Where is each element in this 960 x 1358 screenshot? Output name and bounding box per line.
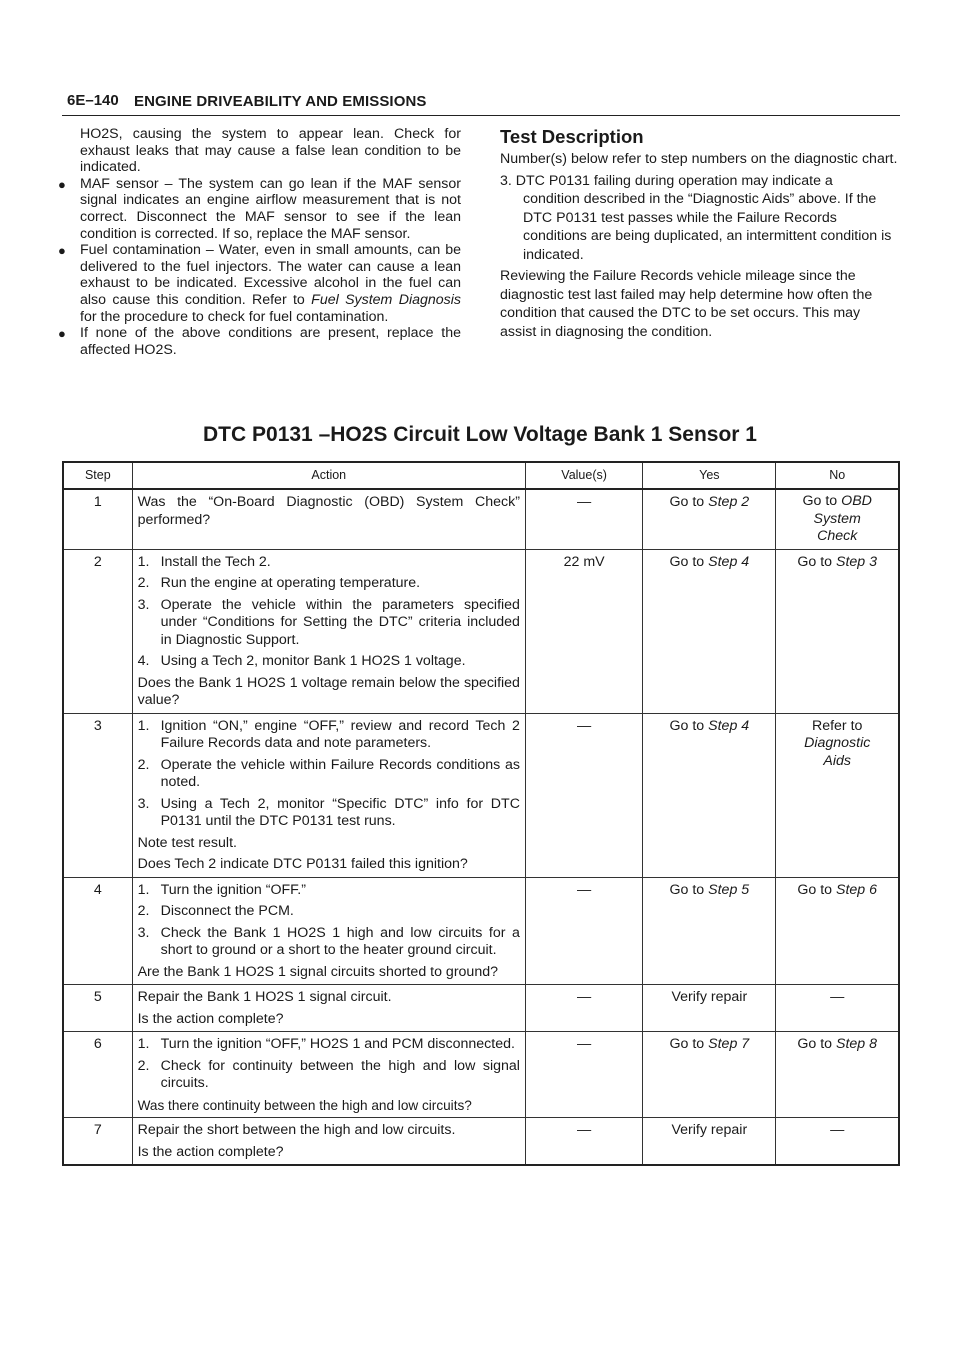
list-item: 1. Ignition “ON,” engine “OFF,” review and record Tech 2 Failure Records data and note parameters. (137, 717, 520, 751)
go-to-label: Go to (669, 881, 705, 898)
step3-note-rest: condition described in the “Diagnostic Aids” above. If the DTC P0131 test passes while the Failure Records conditions are being duplicated, an intermittent condition is indicated. (523, 191, 892, 263)
step-link[interactable]: Step 2 (708, 494, 750, 510)
no-cell (776, 1032, 899, 1118)
bullet-maf (58, 175, 461, 242)
go-to-label: Go to (669, 717, 705, 734)
table-row (63, 985, 899, 1032)
no-cell (776, 489, 899, 549)
table-row (63, 713, 899, 877)
table-row (63, 1118, 899, 1166)
list-item: 4. Using a Tech 2, monitor Bank 1 HO2S 1 voltage. (137, 653, 466, 669)
bullet-replace (58, 325, 461, 358)
header-action: Action (132, 462, 525, 489)
no-cell (776, 713, 899, 877)
bullet-icon: ● (58, 326, 66, 342)
table-header-row (63, 462, 899, 489)
step-link[interactable]: Step 8 (836, 1036, 878, 1052)
action-cell (132, 1032, 525, 1118)
yes-cell (643, 489, 776, 549)
list-item: 3. Check the Bank 1 HO2S 1 high and low circuits for a short to ground or a short to the heater ground circuit. (137, 924, 520, 958)
obd-check-link[interactable]: Check (817, 528, 858, 544)
step3-note-first: 3. DTC P0131 failing during operation may indicate a (500, 172, 833, 189)
question-text: Was there continuity between the high and low circuits? (137, 1097, 472, 1113)
fuel-system-diagnosis-link[interactable]: Fuel System Diagnosis (311, 291, 461, 308)
header-yes: Yes (643, 462, 776, 489)
note-text: Note test result. (137, 834, 237, 851)
step-number: 3 (63, 713, 132, 877)
go-to-label: Go to (797, 881, 833, 898)
step-link[interactable]: Step 3 (836, 553, 878, 570)
step-link[interactable]: Step 7 (708, 1036, 750, 1052)
value-cell: — (525, 877, 642, 985)
step-link[interactable]: Step 5 (708, 881, 750, 898)
refer-to-label: Refer to (811, 717, 863, 734)
list-item: 3. Operate the vehicle within the parameters specified under “Conditions for Setting the DTC” criteria included in Diagnostic Support. (137, 596, 520, 648)
step-link[interactable]: Step 6 (836, 881, 878, 898)
action-cell (132, 489, 525, 549)
value-cell: — (525, 1118, 642, 1166)
list-item: 2. Disconnect the PCM. (137, 903, 294, 919)
action-cell (132, 1118, 525, 1166)
list-item: 2. Operate the vehicle within Failure Records conditions as noted. (137, 756, 520, 790)
bullet-icon: ● (58, 243, 66, 259)
table-row (63, 489, 899, 549)
action-text: Was the “On-Board Diagnostic (OBD) System Check” performed? (137, 494, 520, 528)
action-cell (132, 877, 525, 985)
table-row (63, 549, 899, 713)
bullet-text: MAF sensor – The system can go lean if the MAF sensor signal indicates an engine airflow measurement that is not correct. Disconnect the MAF sensor to see if the lean condition is corrected. If so, replace the MAF sensor. (80, 175, 461, 242)
no-cell (776, 877, 899, 985)
step-link[interactable]: Step 4 (708, 717, 750, 734)
list-item: 1. Turn the ignition “OFF.” (137, 881, 306, 898)
value-cell: — (525, 713, 642, 877)
diagnostic-aids-link[interactable]: Diagnostic (804, 735, 871, 751)
header-rule (62, 115, 900, 116)
step-link[interactable]: Step 4 (708, 553, 750, 570)
yes-cell (643, 549, 776, 713)
no-cell: — (776, 985, 899, 1032)
go-to-label: Go to (669, 494, 705, 510)
go-to-label: Go to (797, 1036, 833, 1052)
action-cell (132, 713, 525, 877)
yes-cell: Verify repair (643, 1118, 776, 1166)
header-step: Step (63, 462, 132, 489)
list-item: 2. Run the engine at operating temperature. (137, 575, 421, 591)
diagnostic-aids-link[interactable]: Aids (823, 752, 852, 769)
go-to-label: Go to (797, 553, 833, 570)
step-number: 4 (63, 877, 132, 985)
question-text: Does Tech 2 indicate DTC P0131 failed this ignition? (137, 856, 468, 872)
table-row (63, 1032, 899, 1118)
header-no: No (776, 462, 899, 489)
table-row (63, 877, 899, 985)
yes-cell (643, 1032, 776, 1118)
question-text: Is the action complete? (137, 1143, 284, 1160)
yes-cell (643, 713, 776, 877)
bullet-text: If none of the above conditions are present, replace the affected HO2S. (80, 325, 461, 358)
action-cell (132, 549, 525, 713)
go-to-label: Go to (669, 1036, 705, 1052)
list-item: 2. Check for continuity between the high and low signal circuits. (137, 1057, 520, 1091)
section-title: ENGINE DRIVEABILITY AND EMISSIONS (134, 93, 427, 110)
diagnostic-table (62, 461, 900, 1166)
value-cell: — (525, 489, 642, 549)
step-number: 5 (63, 985, 132, 1032)
action-cell (132, 985, 525, 1032)
question-text: Does the Bank 1 HO2S 1 voltage remain below the specified value? (137, 674, 520, 708)
value-cell: — (525, 1032, 642, 1118)
obd-check-link[interactable]: OBD (841, 493, 872, 509)
test-description (500, 126, 900, 341)
test-description-heading: Test Description (500, 126, 644, 147)
page-number: 6E–140 (67, 92, 119, 109)
list-item: 3. Using a Tech 2, monitor “Specific DTC” info for DTC P0131 until the DTC P0131 test runs. (137, 795, 520, 829)
no-cell (776, 549, 899, 713)
step-number: 1 (63, 489, 132, 549)
go-to-label: Go to (669, 553, 705, 570)
value-cell: — (525, 985, 642, 1032)
go-to-label: Go to (802, 493, 838, 509)
step-number: 7 (63, 1118, 132, 1166)
table-title: DTC P0131 –HO2S Circuit Low Voltage Bank 1 Sensor 1 (203, 423, 757, 446)
list-item: 1. Turn the ignition “OFF,” HO2S 1 and PCM disconnected. (137, 1036, 515, 1052)
obd-check-link[interactable]: System (813, 510, 861, 527)
continued-paragraph: HO2S, causing the system to appear lean. Check for exhaust leaks that may cause a false lean condition to be indicated. (80, 126, 461, 176)
test-description-intro: Number(s) below refer to step numbers on the diagnostic chart. (500, 151, 898, 167)
yes-cell (643, 877, 776, 985)
bullet-text: Fuel contamination – Water, even in small amounts, can be delivered to the fuel injectors. The water can cause a lean exhaust to be indicated. Excessive alcohol in the fuel can also cause this condition. Refer to (80, 242, 461, 308)
action-text: Repair the short between the high and low circuits. (137, 1122, 456, 1138)
list-item: 1. Install the Tech 2. (137, 553, 271, 570)
step-number: 2 (63, 549, 132, 713)
bullet-fuel (58, 242, 461, 325)
question-text: Are the Bank 1 HO2S 1 signal circuits shorted to ground? (137, 963, 498, 980)
yes-cell: Verify repair (643, 985, 776, 1032)
review-paragraph: Reviewing the Failure Records vehicle mileage since the diagnostic test last failed may help determine how often the condition that caused the DTC to be set occurs. This may assist in diagnosing the condition. (500, 268, 873, 340)
action-text: Repair the Bank 1 HO2S 1 signal circuit. (137, 989, 392, 1005)
left-column (58, 126, 461, 358)
step-number: 6 (63, 1032, 132, 1118)
bullet-icon: ● (58, 176, 66, 192)
no-cell: — (776, 1118, 899, 1166)
value-cell: 22 mV (525, 549, 642, 713)
question-text: Is the action complete? (137, 1010, 284, 1027)
header-values: Value(s) (525, 462, 642, 489)
bullet-text: for the procedure to check for fuel contamination. (80, 308, 389, 325)
